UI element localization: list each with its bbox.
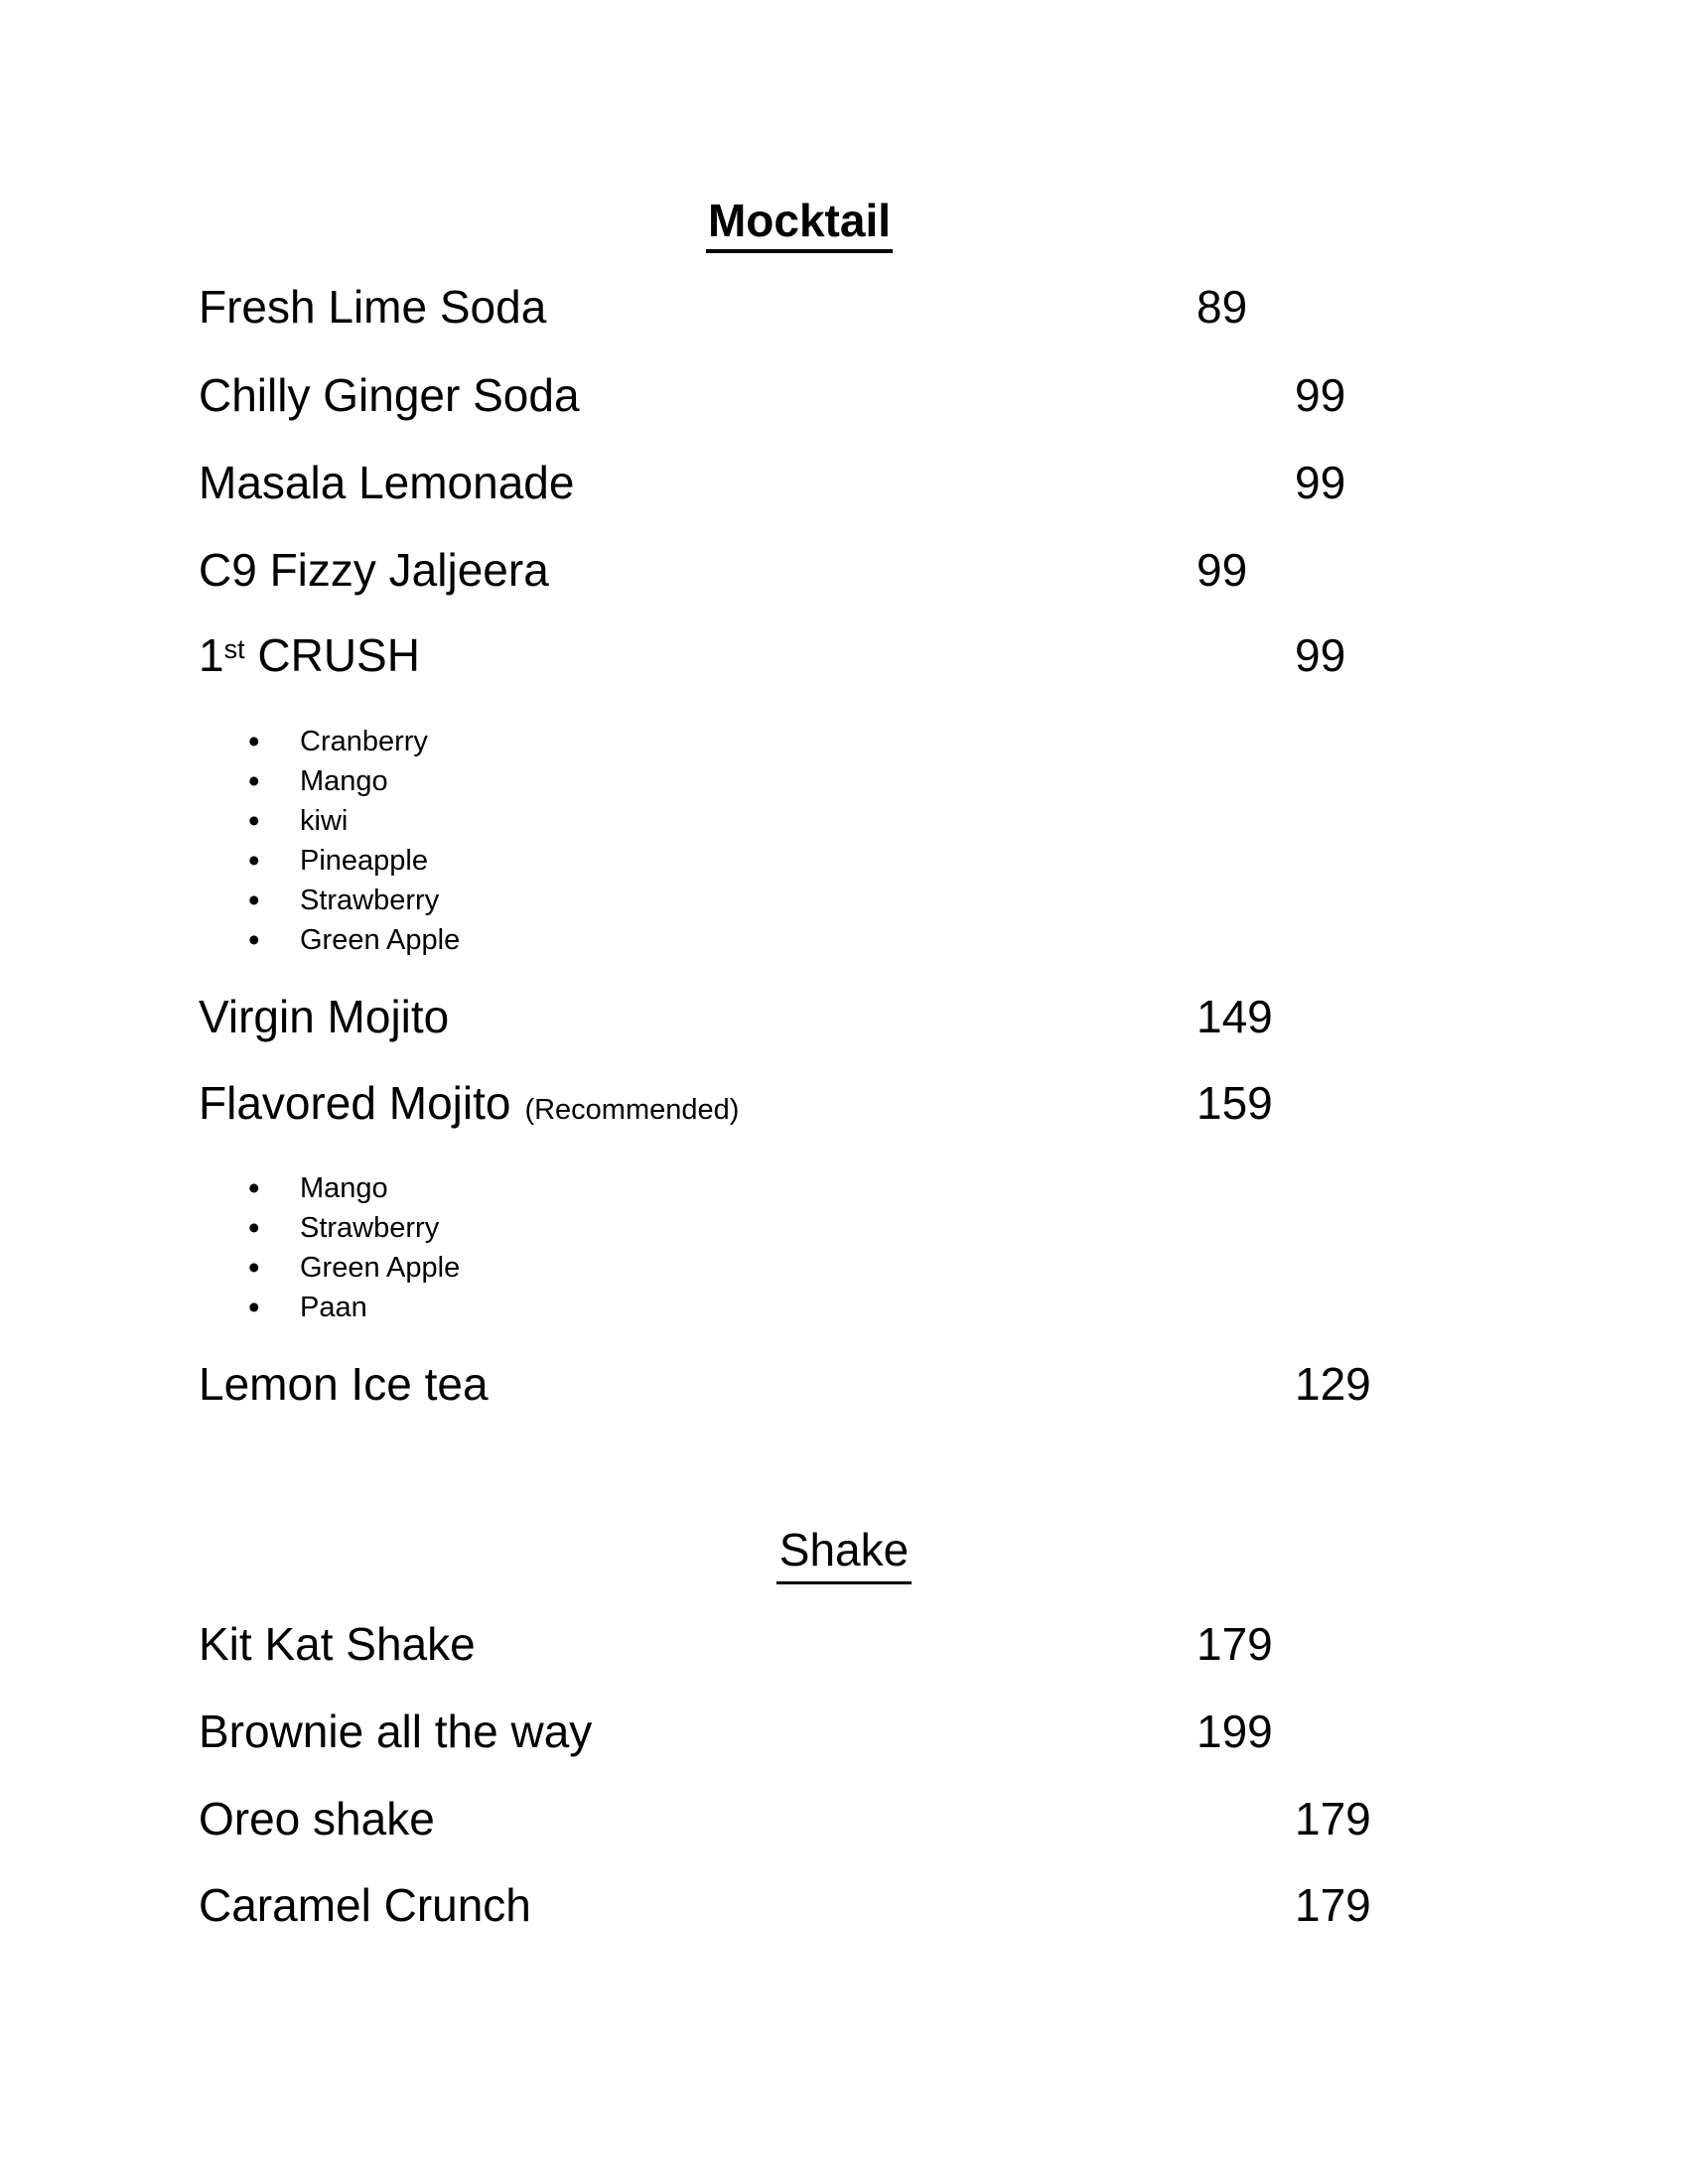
item-price: 179 [1295, 1879, 1371, 1931]
menu-item-row [199, 1358, 1688, 1410]
item-name-superscript: st [223, 634, 245, 664]
menu-item-row [199, 1077, 1688, 1136]
item-name: Caramel Crunch [199, 1879, 531, 1931]
item-name: Virgin Mojito [199, 991, 450, 1042]
list-item [248, 881, 460, 920]
item-name: Oreo shake [199, 1793, 435, 1844]
section-title: Shake [776, 1524, 912, 1584]
bullet-icon: • [248, 762, 260, 799]
item-price: 179 [1196, 1618, 1273, 1670]
item-price: 159 [1196, 1077, 1273, 1129]
menu-item-row [199, 457, 1688, 508]
item-price: 89 [1196, 281, 1248, 333]
item-name-suffix: CRUSH [244, 629, 420, 681]
item-name [199, 629, 420, 681]
menu-item-row [199, 1793, 1688, 1844]
item-name: Lemon Ice tea [199, 1358, 489, 1410]
bullet-icon: • [248, 723, 260, 759]
bullet-icon: • [248, 1289, 260, 1325]
option-label: Strawberry [300, 1212, 440, 1244]
item-name-prefix: 1 [199, 629, 224, 681]
bullet-icon: • [248, 842, 260, 879]
option-label: Mango [300, 765, 388, 797]
list-item [248, 841, 460, 881]
item-name: Kit Kat Shake [199, 1618, 476, 1670]
flavor-options-list [248, 722, 460, 960]
item-note: (Recommended) [524, 1094, 740, 1126]
bullet-icon: • [248, 802, 260, 839]
option-label: Green Apple [300, 1252, 461, 1284]
list-item [248, 1248, 460, 1288]
list-item [248, 920, 460, 960]
menu-item-row [199, 544, 1688, 596]
item-price: 199 [1196, 1706, 1273, 1757]
item-name: Fresh Lime Soda [199, 281, 547, 333]
section-heading-shake [0, 1524, 1688, 1584]
menu-item-row [199, 281, 1688, 333]
item-name: Flavored Mojito [199, 1077, 511, 1129]
menu-item-row [199, 629, 1688, 681]
bullet-icon: • [248, 882, 260, 918]
bullet-icon: • [248, 1209, 260, 1246]
list-item [248, 801, 460, 841]
option-label: Cranberry [300, 726, 428, 757]
list-item [248, 1288, 460, 1327]
menu-item-row [199, 991, 1688, 1042]
list-item [248, 1208, 460, 1248]
option-label: Paan [300, 1292, 367, 1323]
option-label: Pineapple [300, 845, 428, 877]
item-name: Chilly Ginger Soda [199, 369, 580, 421]
list-item [248, 1168, 460, 1208]
item-price: 149 [1196, 991, 1273, 1042]
item-name: Brownie all the way [199, 1706, 593, 1757]
item-name: Masala Lemonade [199, 457, 575, 508]
item-price: 129 [1295, 1358, 1371, 1410]
bullet-icon: • [248, 921, 260, 958]
bullet-icon: • [248, 1169, 260, 1206]
bullet-icon: • [248, 1249, 260, 1286]
option-label: Strawberry [300, 885, 440, 916]
menu-item-row [199, 1879, 1688, 1931]
item-price: 99 [1295, 629, 1346, 681]
option-label: Green Apple [300, 924, 461, 956]
menu-item-row [199, 369, 1688, 421]
option-label: kiwi [300, 805, 349, 837]
item-price: 179 [1295, 1793, 1371, 1844]
option-label: Mango [300, 1172, 388, 1204]
menu-item-row [199, 1706, 1688, 1757]
list-item [248, 761, 460, 801]
item-price: 99 [1196, 544, 1248, 596]
item-price: 99 [1295, 457, 1346, 508]
section-heading-mocktail [0, 195, 1688, 253]
flavor-options-list [248, 1168, 460, 1327]
item-price: 99 [1295, 369, 1346, 421]
section-title: Mocktail [706, 195, 893, 253]
menu-item-row [199, 1618, 1688, 1670]
item-name: C9 Fizzy Jaljeera [199, 544, 549, 596]
list-item [248, 722, 460, 761]
